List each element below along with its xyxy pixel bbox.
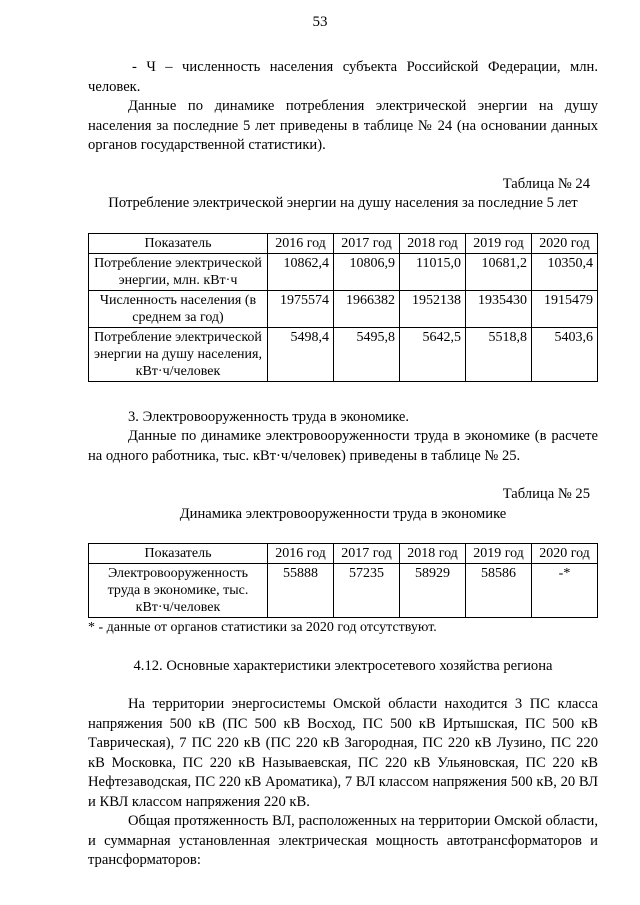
- table25-footnote: * - данные от органов статистики за 2020 год отсутствуют.: [88, 620, 437, 635]
- table-25: [88, 543, 598, 618]
- table24-header-2019: 2019 год: [466, 233, 532, 253]
- table24-header-indicator: Показатель: [89, 233, 268, 253]
- paragraph-section-3: 3. Электровооруженность труда в экономике.: [128, 408, 410, 425]
- table-cell: 5498,4: [268, 327, 334, 381]
- table-cell: 1915479: [532, 290, 598, 327]
- table-cell: -*: [532, 564, 598, 618]
- table-cell: 10862,4: [268, 253, 334, 290]
- table24-header-2020: 2020 год: [532, 233, 598, 253]
- table25-header-2016: 2016 год: [268, 544, 334, 564]
- table-cell: 10806,9: [334, 253, 400, 290]
- table25-header-indicator: Показатель: [89, 544, 268, 564]
- table24-row-label: Потребление электрической энергии, млн. кВт·ч: [89, 253, 268, 290]
- table24-header-2016: 2016 год: [268, 233, 334, 253]
- table-row: [89, 564, 598, 618]
- table24-number: Таблица № 24: [502, 175, 590, 192]
- table24-header-row: [89, 233, 598, 253]
- table24-header-2017: 2017 год: [334, 233, 400, 253]
- table-cell: 10681,2: [466, 253, 532, 290]
- table25-number: Таблица № 25: [502, 486, 590, 502]
- paragraph-population-definition: - Ч – численность населения субъекта Российской Федерации, млн. человек.: [88, 59, 598, 95]
- paragraph-table24-intro: Данные по динамике потребления электрической энергии на душу населения за последние 5 лет приведены в таблице № 24 (на основании данных органов государственной статистики).: [88, 98, 598, 153]
- table24-row-label: Численность населения (в среднем за год): [89, 290, 268, 327]
- paragraph-table25-intro: Данные по динамике электровооруженности труда в экономике (в расчете на одного работника, тыс. кВт·ч/человек) приведены в таблице № 25.: [88, 428, 598, 464]
- table25-header-2019: 2019 год: [466, 544, 532, 564]
- table-cell: 57235: [334, 564, 400, 618]
- table-cell: 58929: [400, 564, 466, 618]
- table25-header-2020: 2020 год: [532, 544, 598, 564]
- table-cell: 1966382: [334, 290, 400, 327]
- table-cell: 1975574: [268, 290, 334, 327]
- table-cell: 58586: [466, 564, 532, 618]
- table-cell: 11015,0: [400, 253, 466, 290]
- table-cell: 10350,4: [532, 253, 598, 290]
- table25-title: Динамика электровооруженности труда в экономике: [179, 505, 507, 522]
- table25-header-row: [89, 544, 598, 564]
- table24-row-label: Потребление электрической энергии на душу населения, кВт·ч/человек: [89, 327, 268, 381]
- table-cell: 5403,6: [532, 327, 598, 381]
- page-number: 53: [312, 14, 328, 30]
- paragraph-substations: На территории энергосистемы Омской области находится 3 ПС класса напряжения 500 кВ (ПС 500 кВ Восход, ПС 500 кВ Иртышская, ПС 500 кВ Таврическая), 7 ПС 220 кВ (ПС 220 кВ Загородная, ПС 220 кВ Лузино, ПС 220 кВ Московка, ПС 220 кВ Называевская, ПС 220 кВ Ульяновская, ПС 220 кВ Нефтезаводская, ПС 220 кВ Ароматика), 7 ВЛ классом напряжения 500 кВ, 20 ВЛ и КВЛ классом напряжения 220 кВ.: [88, 696, 598, 810]
- table-24: [88, 233, 598, 382]
- table-row: [89, 253, 598, 290]
- section-heading-4-12: 4.12. Основные характеристики электросетевого хозяйства региона: [133, 657, 553, 674]
- table-cell: 5495,8: [334, 327, 400, 381]
- table25-header-2017: 2017 год: [334, 544, 400, 564]
- table-cell: 1935430: [466, 290, 532, 327]
- table-cell: 5642,5: [400, 327, 466, 381]
- table-row: [89, 327, 598, 381]
- table25-row-label: Электровооруженность труда в экономике, тыс. кВт·ч/человек: [89, 564, 268, 618]
- table25-header-2018: 2018 год: [400, 544, 466, 564]
- table-cell: 1952138: [400, 290, 466, 327]
- table24-title: Потребление электрической энергии на душу населения за последние 5 лет: [108, 195, 578, 211]
- paragraph-total-length: Общая протяженность ВЛ, расположенных на территории Омской области, и суммарная установленная электрическая мощность автотрансформаторов и трансформаторов:: [88, 813, 598, 868]
- page-content: [88, 58, 598, 871]
- table-row: [89, 290, 598, 327]
- table-cell: 55888: [268, 564, 334, 618]
- table-cell: 5518,8: [466, 327, 532, 381]
- table24-header-2018: 2018 год: [400, 233, 466, 253]
